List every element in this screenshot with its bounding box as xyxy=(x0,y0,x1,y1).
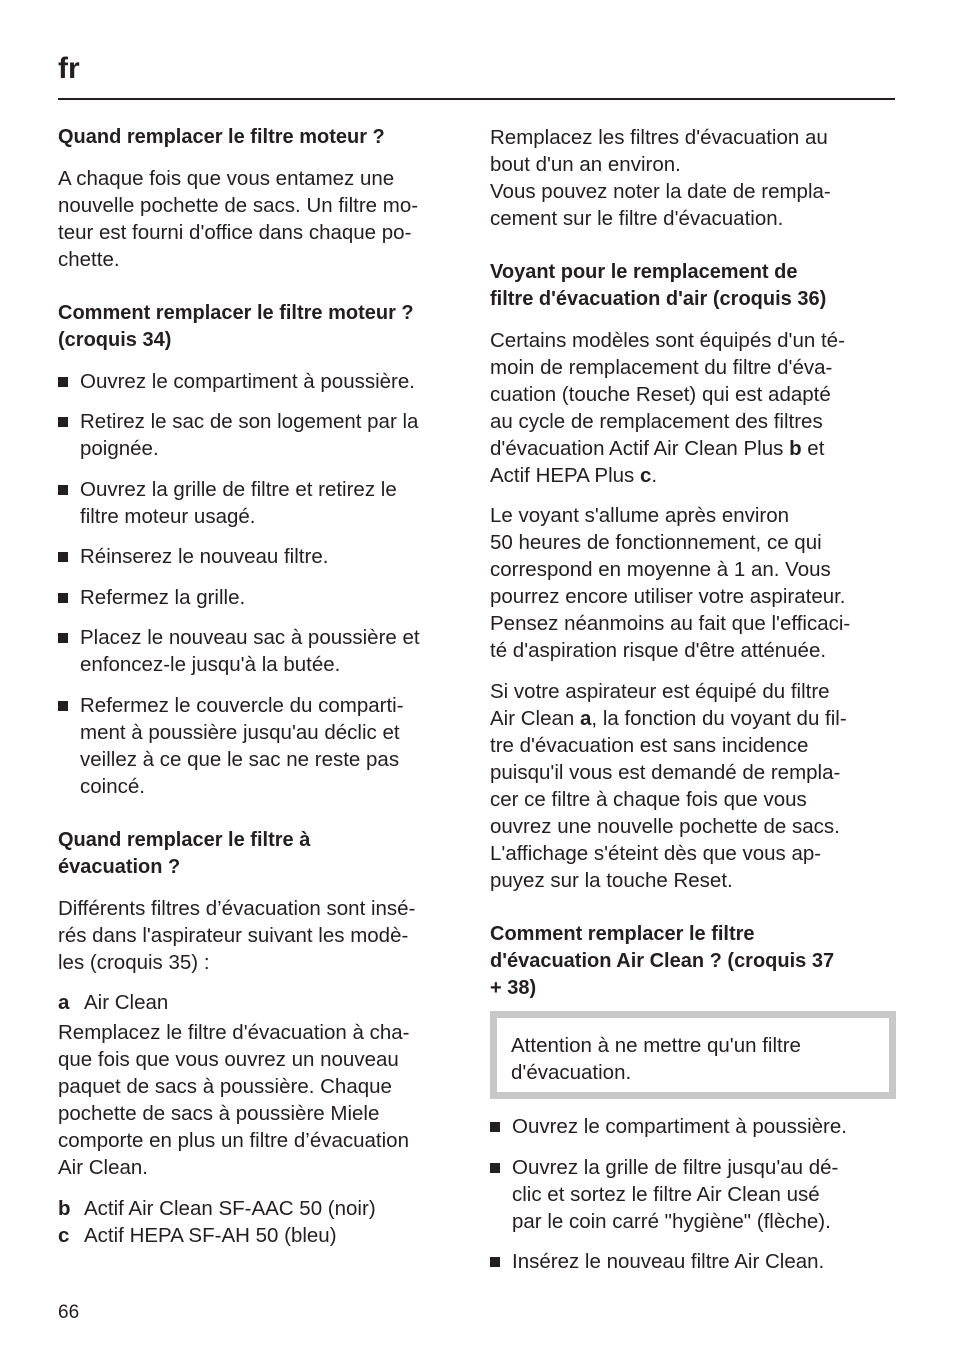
list-item: Insérez le nouveau filtre Air Clean. xyxy=(490,1248,896,1275)
list-item: Ouvrez la grille de filtre et retirez le filtre moteur usagé. xyxy=(58,476,466,530)
bullet-square-icon xyxy=(58,417,68,427)
bullet-square-icon xyxy=(58,552,68,562)
list-item: Refermez la grille. xyxy=(58,584,466,611)
bullet-square-icon xyxy=(58,593,68,603)
bullet-square-icon xyxy=(58,701,68,711)
heading-air-clean-how: Comment remplacer le filtre d'évacuation Air Clean ? (croquis 37 + 38) xyxy=(490,923,835,999)
heading-motor-filter-how: Comment remplacer le filtre moteur ? (croquis 34) xyxy=(58,302,414,351)
filter-item-c: c Actif HEPA SF-AH 50 (bleu) xyxy=(58,1224,337,1247)
heading-motor-filter-when: Quand remplacer le filtre moteur ? xyxy=(58,126,385,148)
paragraph-air-clean-indicator: Si votre aspirateur est équipé du filtre Air Clean a, la fonction du voyant du fil- tre d'évacuation est sans incidence puisqu'il vous est demandé de rempla- cer ce filtre à chaque fois que vous ouvrez une nouvelle pochette de sacs. L'affichage s'éteint dès que vous ap- puyez sur la touche Reset. xyxy=(490,680,847,892)
bullet-square-icon xyxy=(58,633,68,643)
filter-item-b: b Actif Air Clean SF-AAC 50 (noir) xyxy=(58,1197,376,1220)
paragraph-indicator-lights: Le voyant s'allume après environ 50 heures de fonctionnement, ce qui correspond en moyenne à 1 an. Vous pourrez encore utiliser votre aspirateur. Pensez néanmoins au fait que l'efficaci- té d'aspiration risque d'être atténuée. xyxy=(490,504,851,662)
bullet-square-icon xyxy=(490,1122,500,1132)
paragraph-air-clean: Remplacez le filtre d'évacuation à cha- que fois que vous ouvrez un nouveau paquet de sacs à poussière. Chaque pochette de sacs à poussière Miele comporte en plus un filtre d’évacuation Air Clean. xyxy=(58,1021,410,1179)
left-column xyxy=(58,124,466,1249)
heading-indicator: Voyant pour le remplacement de filtre d'évacuation d'air (croquis 36) xyxy=(490,261,827,310)
heading-exhaust-filter-when: Quand remplacer le filtre à évacuation ? xyxy=(58,829,311,878)
list-item: Refermez le couvercle du comparti- ment à poussière jusqu'au déclic et veillez à ce que le sac ne reste pas coincé. xyxy=(58,692,466,800)
bullet-square-icon xyxy=(490,1163,500,1173)
page-number: 66 xyxy=(58,1302,80,1323)
list-item: Ouvrez le compartiment à poussière. xyxy=(58,368,466,395)
list-item: Réinserez le nouveau filtre. xyxy=(58,543,466,570)
list-item: Placez le nouveau sac à poussière et enfoncez-le jusqu'à la butée. xyxy=(58,624,466,678)
right-column xyxy=(490,124,896,1275)
paragraph-indicator: Certains modèles sont équipés d'un té- moin de remplacement du filtre d'éva- cuation (touche Reset) qui est adapté au cycle de remplacement des filtres d'évacuation Actif Air Clean Plus b et Actif HEPA Plus c. xyxy=(490,329,845,487)
bullet-square-icon xyxy=(490,1257,500,1267)
list-item: Ouvrez la grille de filtre jusqu'au dé- clic et sortez le filtre Air Clean usé par le coin carré "hygiène" (flèche). xyxy=(490,1154,896,1235)
paragraph-replace-yearly: Remplacez les filtres d'évacuation au bout d'un an environ. Vous pouvez noter la date de rempla- cement sur le filtre d'évacuation. xyxy=(490,126,831,230)
list-item: Ouvrez le compartiment à poussière. xyxy=(490,1113,896,1140)
language-code: fr xyxy=(58,52,80,85)
list-item: Retirez le sac de son logement par la poignée. xyxy=(58,408,466,462)
notice-box: Attention à ne mettre qu'un filtre d'évacuation. xyxy=(490,1011,896,1099)
paragraph-exhaust-filters: Différents filtres d’évacuation sont insé- rés dans l'aspirateur suivant les modè- les (croquis 35) : xyxy=(58,897,416,974)
bullet-square-icon xyxy=(58,377,68,387)
bullet-square-icon xyxy=(58,485,68,495)
paragraph-motor-filter-when: A chaque fois que vous entamez une nouvelle pochette de sacs. Un filtre mo- teur est fourni d'office dans chaque po- chette. xyxy=(58,167,419,271)
header-rule xyxy=(58,98,895,100)
filter-item-a: a Air Clean xyxy=(58,991,169,1014)
